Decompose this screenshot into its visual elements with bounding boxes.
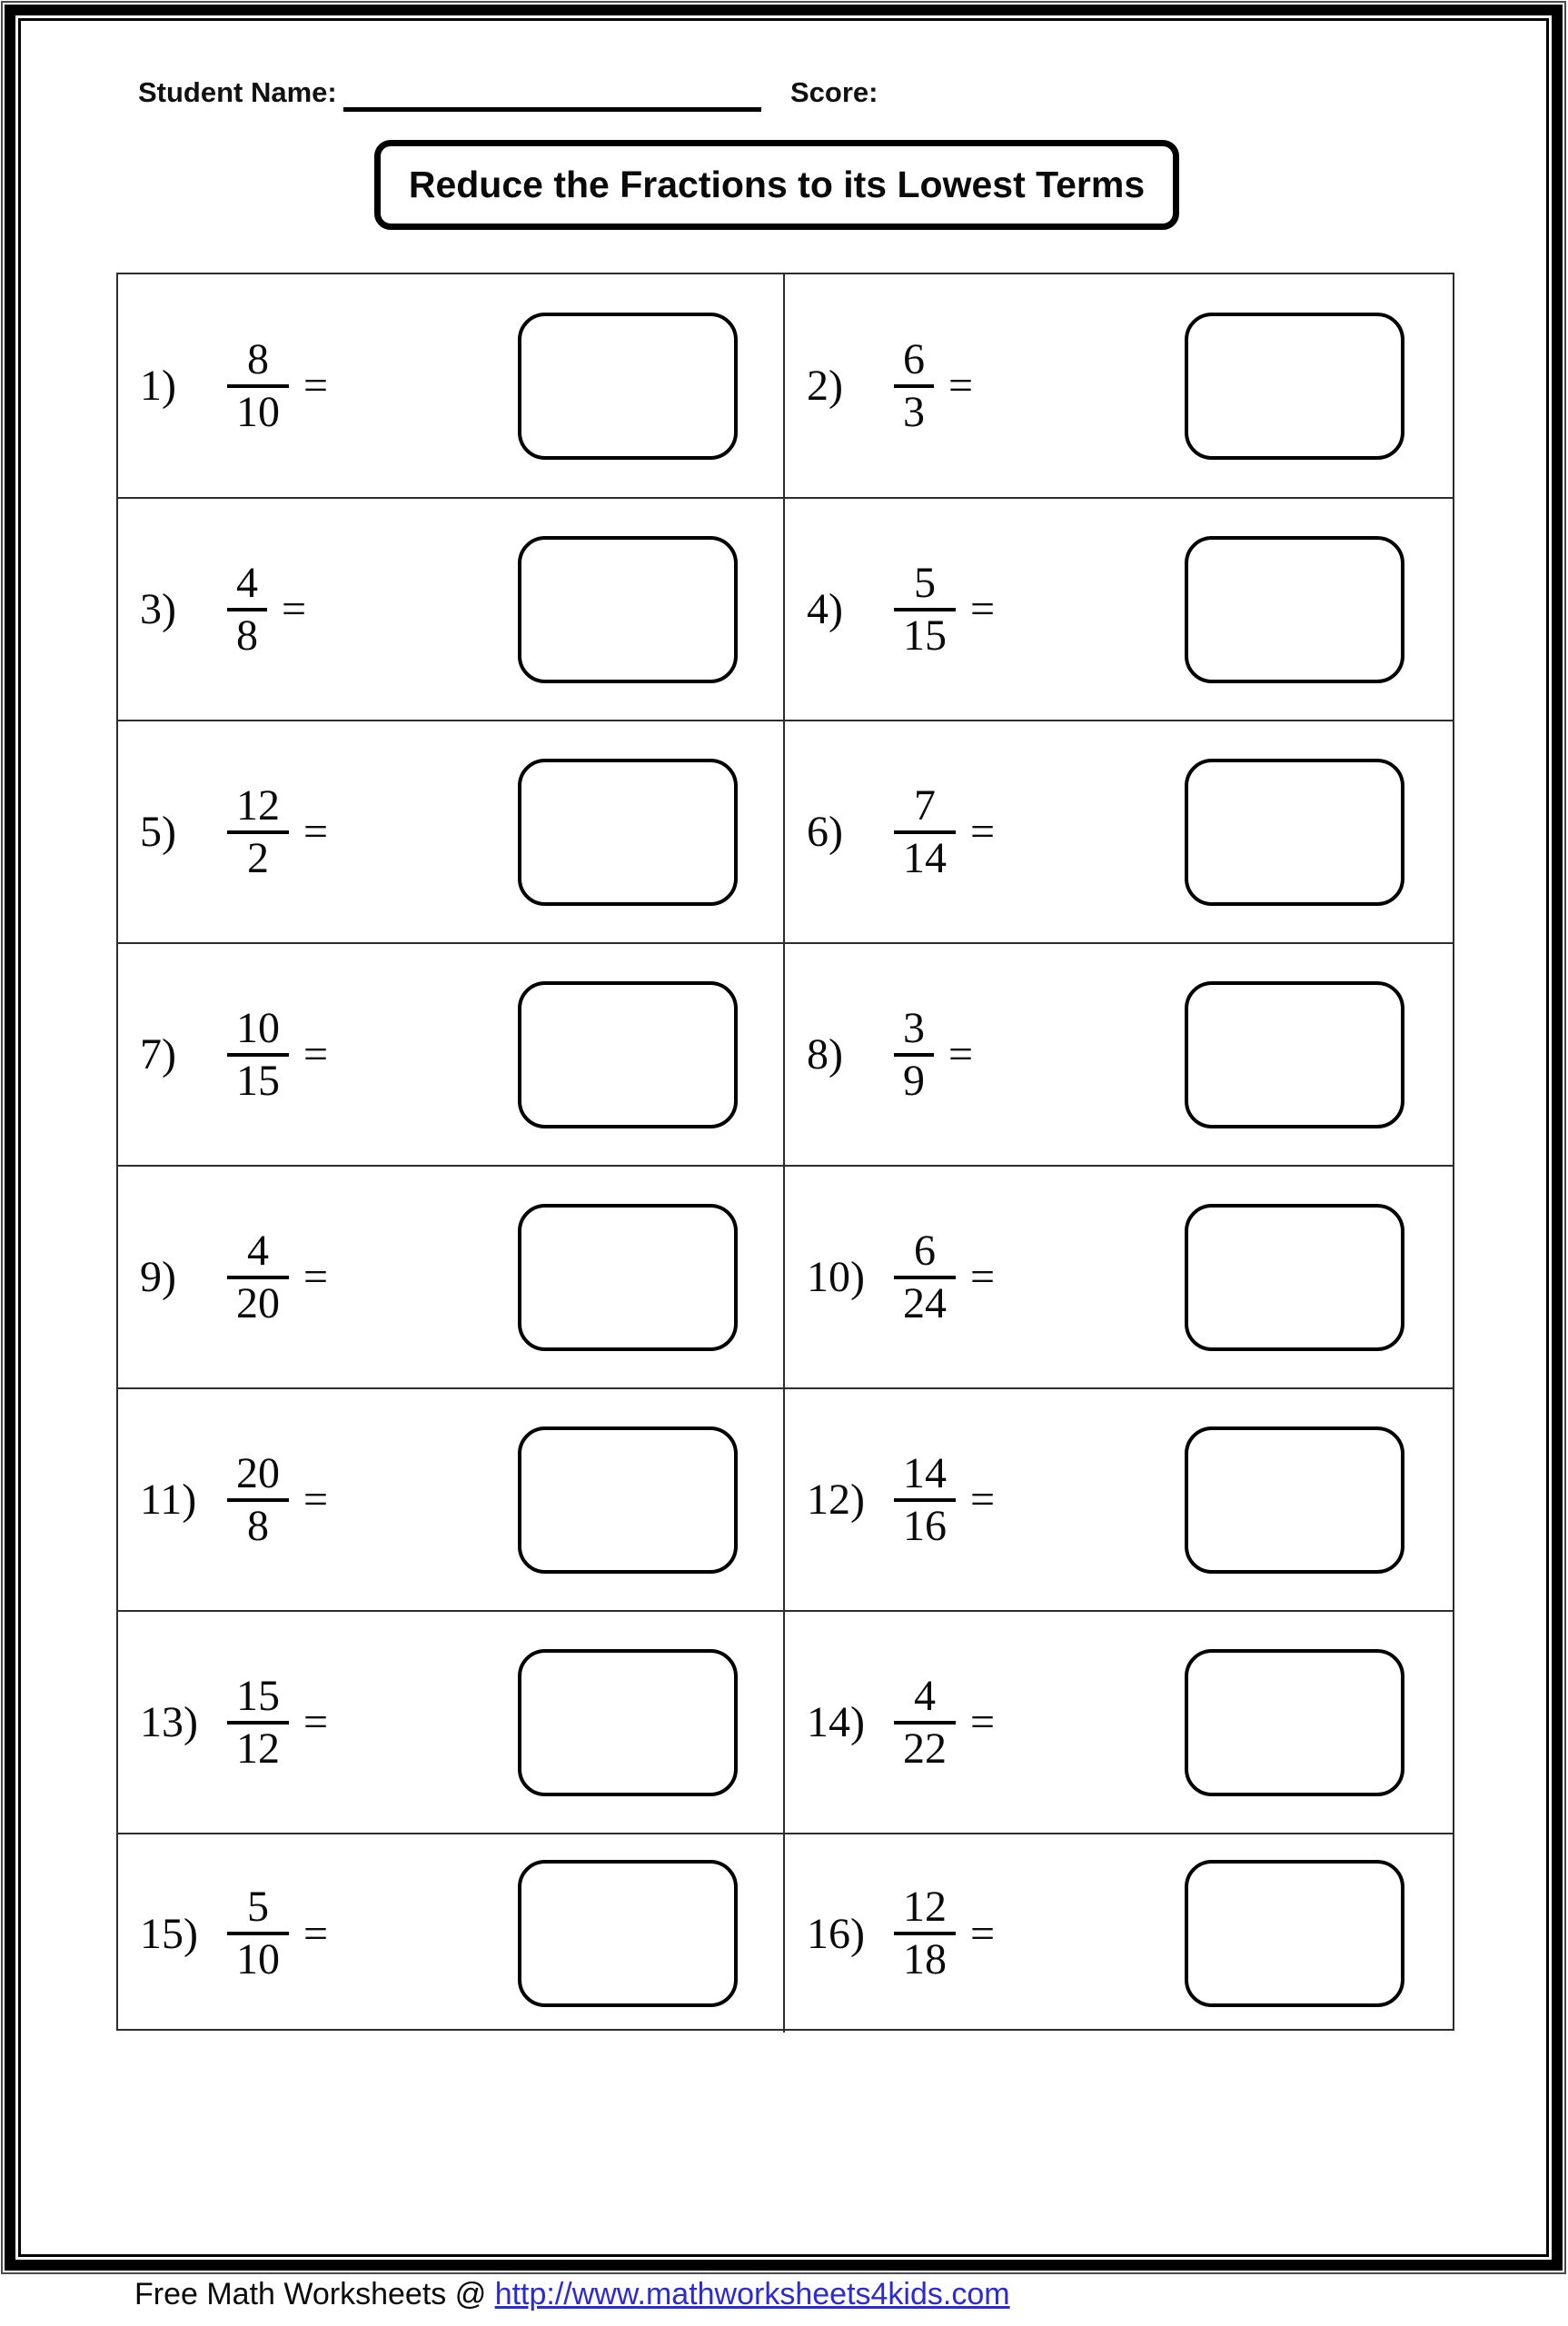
equals-sign: =: [282, 585, 307, 633]
answer-box-12[interactable]: [1185, 1426, 1404, 1574]
problem-cell-10: [783, 1165, 1453, 1387]
equals-sign: =: [303, 1253, 329, 1301]
problem-number: 16): [807, 1909, 865, 1958]
fraction-numerator: 7: [914, 780, 936, 830]
problem-number: 4): [807, 585, 843, 633]
answer-box-5[interactable]: [518, 759, 738, 906]
fraction-denominator: 3: [894, 384, 934, 437]
fraction-denominator: 18: [894, 1932, 956, 1984]
problem-cell-9: [118, 1165, 783, 1387]
fraction: [894, 1672, 956, 1774]
answer-box-13[interactable]: [518, 1649, 738, 1796]
answer-box-14[interactable]: [1185, 1649, 1404, 1796]
fraction-numerator: 4: [247, 1226, 269, 1275]
fraction-denominator: 10: [227, 1932, 289, 1984]
problem-number: 8): [807, 1030, 843, 1079]
worksheet-title: Reduce the Fractions to its Lowest Terms: [408, 164, 1146, 205]
answer-box-1[interactable]: [518, 313, 738, 460]
fraction-numerator: 14: [903, 1448, 947, 1497]
fraction-numerator: 6: [903, 334, 925, 383]
problem-cell-13: [118, 1610, 783, 1833]
fraction: [894, 335, 934, 437]
equals-sign: =: [303, 1909, 329, 1958]
fraction-numerator: 8: [247, 334, 269, 383]
problem-number: 6): [807, 808, 843, 856]
equals-sign: =: [303, 1476, 329, 1524]
fraction-numerator: 5: [914, 558, 936, 607]
fraction-denominator: 24: [894, 1276, 956, 1328]
fraction-denominator: 16: [894, 1498, 956, 1551]
answer-box-7[interactable]: [518, 981, 738, 1128]
footer: [134, 2277, 1010, 2312]
worksheet-title-box: [374, 140, 1179, 230]
fraction-denominator: 12: [227, 1721, 289, 1774]
problem-number: 11): [140, 1476, 197, 1524]
fraction: [227, 1672, 289, 1774]
answer-box-10[interactable]: [1185, 1204, 1404, 1351]
problem-cell-14: [783, 1610, 1453, 1833]
fraction-denominator: 2: [227, 830, 289, 883]
fraction-numerator: 5: [247, 1883, 269, 1932]
equals-sign: =: [948, 1030, 974, 1079]
fraction: [227, 1004, 289, 1106]
problem-cell-6: [783, 720, 1453, 942]
problem-number: 12): [807, 1476, 865, 1524]
problem-cell-3: [118, 497, 783, 720]
equals-sign: =: [948, 362, 974, 410]
footer-text: Free Math Worksheets @: [134, 2277, 495, 2311]
problem-number: 10): [807, 1253, 865, 1301]
fraction-numerator: 4: [914, 1671, 936, 1720]
fraction-denominator: 9: [894, 1053, 934, 1106]
answer-box-9[interactable]: [518, 1204, 738, 1351]
equals-sign: =: [303, 1030, 329, 1079]
fraction: [894, 781, 956, 883]
equals-sign: =: [970, 1253, 996, 1301]
problem-number: 2): [807, 362, 843, 410]
answer-box-4[interactable]: [1185, 536, 1404, 683]
problem-cell-8: [783, 942, 1453, 1165]
fraction-denominator: 10: [227, 384, 289, 437]
equals-sign: =: [970, 1476, 996, 1524]
student-name-label: Student Name:: [138, 76, 337, 108]
fraction-numerator: 10: [236, 1003, 280, 1052]
fraction-denominator: 15: [894, 608, 956, 661]
problem-number: 14): [807, 1698, 865, 1746]
fraction-denominator: 22: [894, 1721, 956, 1774]
problem-cell-1: [118, 274, 783, 497]
equals-sign: =: [970, 585, 996, 633]
fraction-numerator: 4: [236, 558, 258, 607]
answer-box-16[interactable]: [1185, 1860, 1404, 2007]
fraction-denominator: 14: [894, 830, 956, 883]
problem-cell-11: [118, 1387, 783, 1610]
equals-sign: =: [303, 362, 329, 410]
fraction-numerator: 12: [903, 1883, 947, 1932]
answer-box-15[interactable]: [518, 1860, 738, 2007]
problem-number: 13): [140, 1698, 198, 1746]
equals-sign: =: [970, 1698, 996, 1746]
fraction: [227, 1449, 289, 1551]
fraction-denominator: 15: [227, 1053, 289, 1106]
problem-cell-16: [783, 1833, 1453, 2033]
equals-sign: =: [303, 808, 329, 856]
problem-number: 7): [140, 1030, 176, 1079]
fraction-numerator: 12: [236, 780, 280, 830]
equals-sign: =: [970, 808, 996, 856]
score-label: Score:: [790, 76, 878, 108]
fraction: [227, 1227, 289, 1328]
problem-number: 9): [140, 1253, 176, 1301]
problem-cell-15: [118, 1833, 783, 2033]
fraction-denominator: 8: [227, 1498, 289, 1551]
problem-number: 5): [140, 808, 176, 856]
answer-box-8[interactable]: [1185, 981, 1404, 1128]
equals-sign: =: [970, 1909, 996, 1958]
problem-cell-7: [118, 942, 783, 1165]
fraction: [227, 781, 289, 883]
fraction: [894, 1004, 934, 1106]
fraction: [227, 335, 289, 437]
equals-sign: =: [303, 1698, 329, 1746]
fraction-denominator: 20: [227, 1276, 289, 1328]
answer-box-2[interactable]: [1185, 313, 1404, 460]
fraction-numerator: 20: [236, 1448, 280, 1497]
problem-cell-12: [783, 1387, 1453, 1610]
fraction: [894, 1883, 956, 1984]
fraction-numerator: 3: [903, 1003, 925, 1052]
problems-table: [116, 273, 1454, 2031]
fraction: [227, 559, 267, 661]
problem-number: 3): [140, 585, 176, 633]
fraction-numerator: 15: [236, 1671, 280, 1720]
fraction: [227, 1883, 289, 1984]
student-name-blank-line[interactable]: [343, 107, 761, 112]
answer-box-3[interactable]: [518, 536, 738, 683]
problem-cell-5: [118, 720, 783, 942]
fraction: [894, 559, 956, 661]
fraction: [894, 1449, 956, 1551]
problem-number: 1): [140, 362, 176, 410]
fraction-denominator: 8: [227, 608, 267, 661]
fraction: [894, 1227, 956, 1328]
answer-box-11[interactable]: [518, 1426, 738, 1574]
problem-cell-4: [783, 497, 1453, 720]
fraction-numerator: 6: [914, 1226, 936, 1275]
problem-cell-2: [783, 274, 1453, 497]
answer-box-6[interactable]: [1185, 759, 1404, 906]
footer-link[interactable]: http://www.mathworksheets4kids.com: [494, 2277, 1010, 2311]
problem-number: 15): [140, 1909, 198, 1958]
